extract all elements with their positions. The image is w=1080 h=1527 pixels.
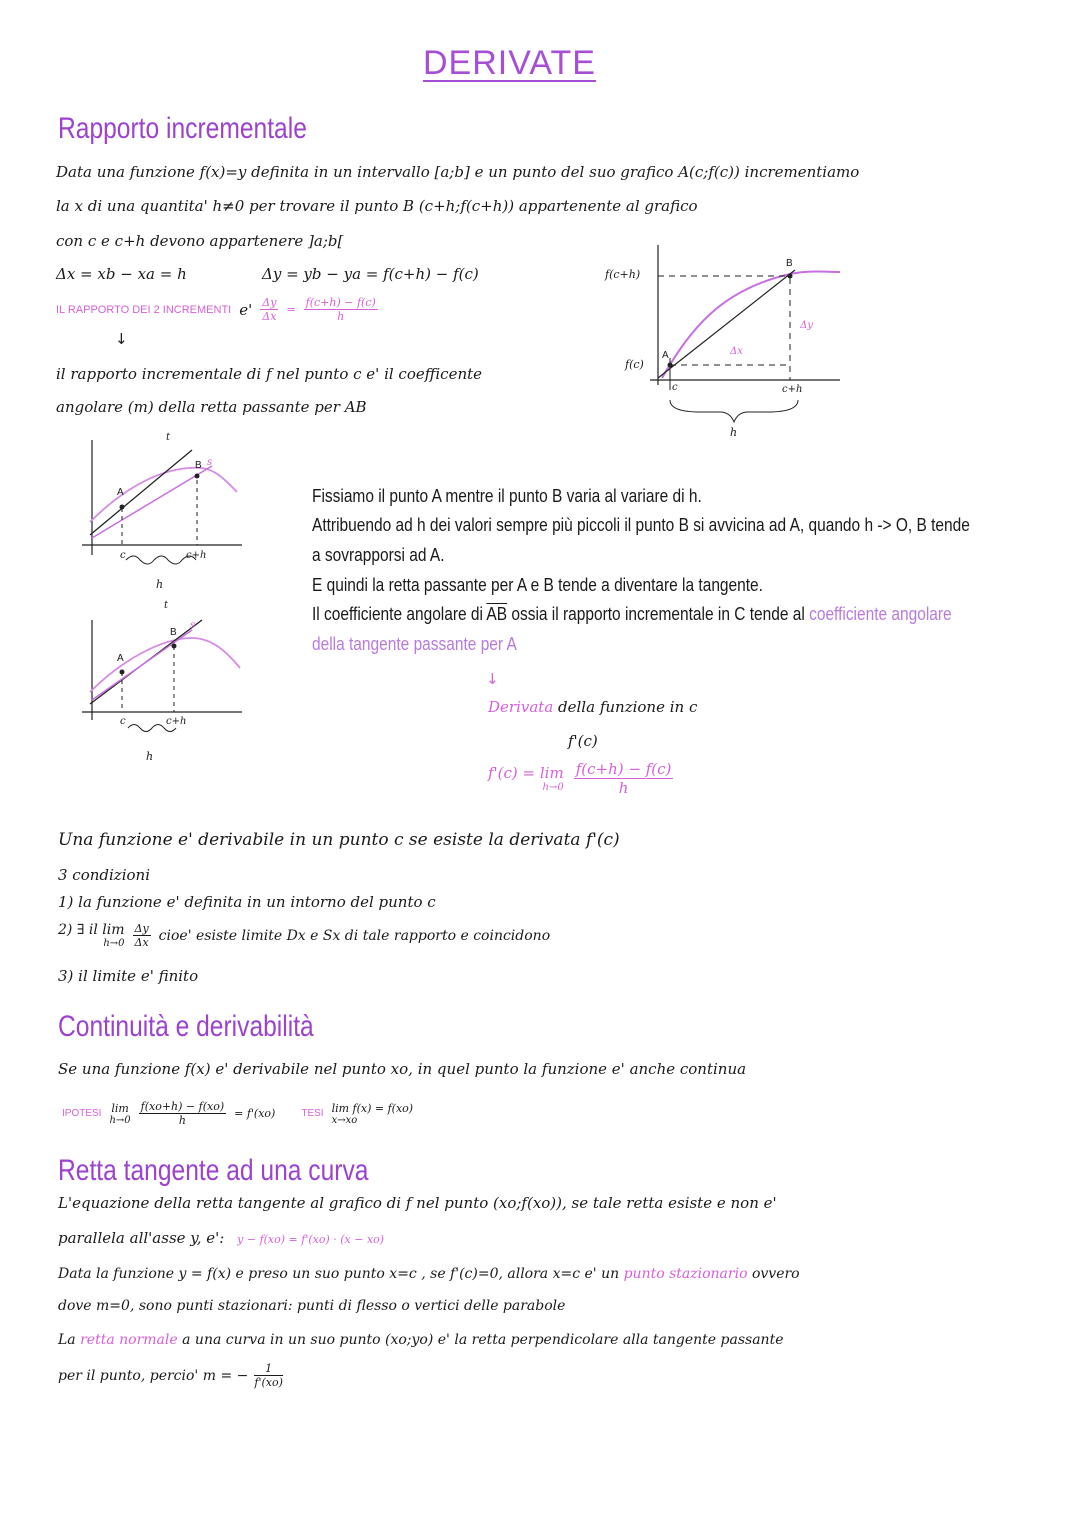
stationary-line [58, 1266, 800, 1282]
continuity-statement: Se una funzione f(x) e' derivabile nel punto xo, in quel punto la funzione e' anche continua [58, 1060, 747, 1078]
text-line: la x di una quantita' h≠0 per trovare il punto B (c+h;f(c+h)) appartenente al grafico [56, 197, 698, 215]
ratio-label: IL RAPPORTO DEI 2 INCREMENTI [56, 303, 232, 316]
secant-graph-1 [52, 430, 252, 610]
derivative-den: h [618, 779, 629, 797]
page-title: DERIVATE [423, 44, 596, 82]
g1-t: t [166, 432, 171, 443]
g2-h: h [146, 750, 154, 763]
l5-a: La [58, 1332, 76, 1348]
fprime-c: f'(c) [568, 732, 598, 750]
l2-text: parallela all'asse y, e': [58, 1229, 225, 1247]
arrow-down-2: ↓ [486, 670, 499, 688]
paragraph-line: Attribuendo ad h dei valori sempre più piccoli il punto B si avvicina ad A, quando h -> O, B tende [312, 515, 970, 535]
c2-text: cioe' esiste limite Dx e Sx di tale rapporto e coincidono [158, 927, 551, 944]
ratio-e: e' [239, 300, 253, 319]
g2-B: B [170, 627, 177, 638]
p5-a: Il coefficiente angolare di [312, 604, 487, 624]
l6-fraction [254, 1362, 283, 1389]
label-fch: f(c+h) [605, 268, 641, 281]
label-fc: f(c) [625, 358, 644, 371]
derivative-fraction [574, 760, 674, 797]
normal-line [58, 1332, 783, 1348]
derivative-sub: h→0 [542, 782, 564, 793]
g2-s: s [190, 620, 196, 631]
normal-term: retta normale [80, 1332, 178, 1348]
ip-lim: lim [111, 1101, 129, 1115]
g1-B: B [195, 460, 202, 471]
ratio-eq: = [286, 303, 296, 316]
tesi-expr: lim f(x) = f(xo) [331, 1101, 414, 1115]
ratio-definition [56, 296, 378, 323]
label-A: A [662, 350, 669, 361]
ip-fraction [139, 1100, 226, 1127]
paragraph-line: a sovrapporsi ad A. [312, 545, 445, 565]
condition-3: 3) il limite e' finito [58, 967, 199, 985]
ratio-rnum: f(c+h) − f(c) [305, 296, 376, 309]
secant-graph-2 [52, 600, 252, 765]
g2-t: t [164, 600, 169, 611]
ratio-rden: h [337, 310, 345, 323]
ip-rhs: = f'(xo) [234, 1107, 276, 1120]
label-ch: c+h [782, 384, 803, 395]
c2-num: Δy [134, 922, 149, 935]
derivative-num: f(c+h) − f(c) [575, 760, 672, 778]
label-B: B [786, 258, 793, 269]
tangent-equation: y − f(xo) = f'(xo) · (x − xo) [237, 1233, 385, 1246]
p5-c: ossia il rapporto incrementale in C tende al [507, 604, 810, 624]
stationary-point: punto stazionario [623, 1266, 748, 1282]
tangent-line-2 [58, 1229, 384, 1247]
g1-s: s [207, 457, 213, 468]
ratio-fraction-right [304, 296, 378, 323]
section-heading-retta-tangente: Retta tangente ad una curva [58, 1154, 369, 1187]
g2-ch: c+h [166, 716, 187, 727]
ip-den: h [178, 1114, 186, 1127]
delta-x-formula: Δx = xb − xa = h [56, 265, 187, 283]
label-dy: Δy [800, 320, 813, 331]
l6-den: f'(xo) [254, 1376, 283, 1389]
derivative-word: Derivata [488, 698, 554, 716]
paragraph-line [312, 604, 952, 625]
ipotesi-label: IPOTESI [62, 1108, 102, 1119]
l6-num: 1 [254, 1362, 283, 1376]
delta-y-formula: Δy = yb − ya = f(c+h) − f(c) [262, 265, 479, 283]
derivability-statement: Una funzione e' derivabile in un punto c se esiste la derivata f'(c) [58, 830, 620, 850]
ratio-den: Δx [262, 310, 277, 323]
text-line: Data una funzione f(x)=y definita in un intervallo [a;b] e un punto del suo grafico A(c;f(c)) incrementiamo [56, 163, 860, 181]
text-line: con c e c+h devono appartenere ]a;b[ [56, 232, 344, 250]
label-c: c [672, 382, 678, 393]
stationary-line-2: dove m=0, sono punti stazionari: punti di flesso o vertici delle parabole [58, 1298, 566, 1314]
c2-sub: h→0 [103, 938, 125, 949]
tangent-line-1: L'equazione della retta tangente al grafico di f nel punto (xo;f(xo)), se tale retta esiste e non e' [58, 1194, 777, 1212]
g2-c: c [120, 716, 126, 727]
g1-h: h [156, 578, 164, 591]
condition-1: 1) la funzione e' definita in un intorno del punto c [58, 893, 436, 911]
paragraph-line: Fissiamo il punto A mentre il punto B varia al variare di h. [312, 486, 702, 506]
ratio-fraction [260, 296, 278, 323]
derivative-rest: della funzione in c [553, 698, 698, 716]
derivative-lhs: f'(c) = lim [488, 764, 564, 782]
l5-c: a una curva in un suo punto (xo;yo) e' la retta perpendicolare alla tangente passante [182, 1332, 784, 1348]
ip-num: f(xo+h) − f(xo) [140, 1100, 225, 1113]
ipotesi-formula [62, 1100, 413, 1127]
g2-A: A [117, 653, 124, 664]
c2-den: Δx [134, 936, 149, 949]
tesi-label: TESI [301, 1108, 324, 1119]
paragraph-line: E quindi la retta passante per A e B tende a diventare la tangente. [312, 575, 763, 595]
normal-slope [58, 1362, 283, 1389]
label-h: h [730, 426, 738, 439]
conditions-count: 3 condizioni [58, 866, 150, 884]
l6-a: per il punto, percio' m = − [58, 1367, 249, 1384]
c2-fraction [133, 922, 151, 949]
l3-c: ovvero [751, 1266, 800, 1282]
p5-segment: $\overline{AB}$ [486, 604, 508, 624]
section-heading-rapporto: Rapporto incrementale [58, 112, 307, 145]
p5-highlight: coefficiente angolare [809, 604, 952, 624]
c2-lim: 2) ∃ il lim [58, 922, 125, 938]
condition-2 [58, 922, 550, 949]
ip-sub: h→0 [109, 1114, 131, 1126]
text-line: il rapporto incrementale di f nel punto c e' il coefficente [56, 365, 483, 383]
g1-ch: c+h [186, 550, 207, 561]
section-heading-continuita: Continuità e derivabilità [58, 1010, 314, 1043]
l3-a: Data la funzione y = f(x) e preso un suo punto x=c , se f'(c)=0, allora x=c e' un [58, 1266, 620, 1282]
derivative-label [488, 698, 697, 716]
arrow-down: ↓ [115, 330, 128, 348]
tesi-sub: x→xo [331, 1114, 358, 1126]
label-dx: Δx [730, 346, 743, 357]
derivative-formula [488, 760, 673, 797]
ratio-num: Δy [262, 296, 277, 309]
text-line: angolare (m) della retta passante per AB [56, 398, 367, 416]
paragraph-line-highlight: della tangente passante per A [312, 634, 517, 654]
g1-c: c [120, 550, 126, 561]
g1-A: A [117, 487, 124, 498]
